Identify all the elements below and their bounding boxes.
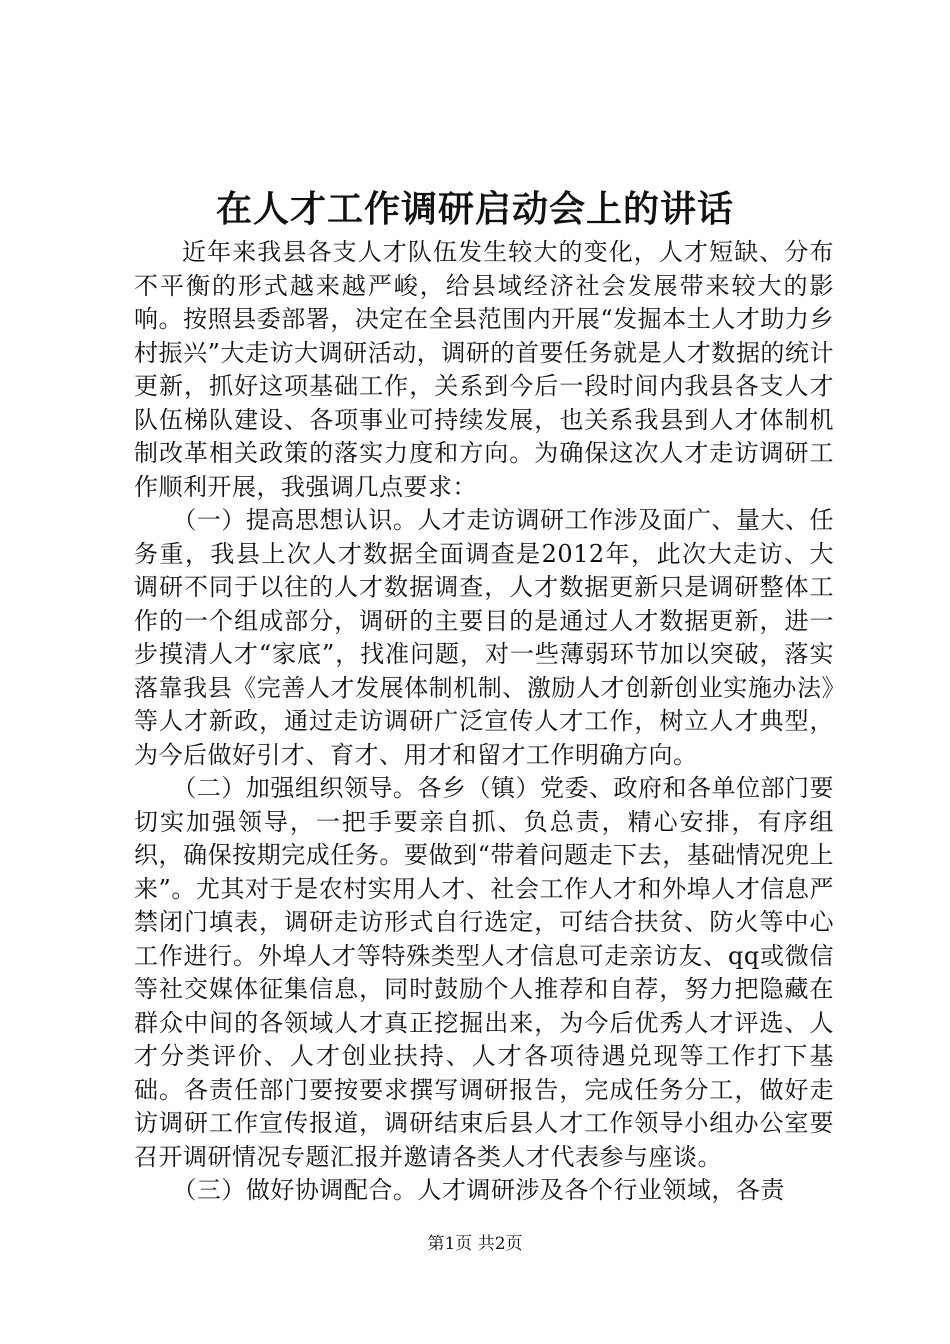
paragraph-section-2: （二）加强组织领导。各乡（镇）党委、政府和各单位部门要切实加强领导，一把手要亲自抓、负总责，精心安排，有序组织，确保按期完成任务。要做到“带着问题走下去，基础情况兜上来”。尤其对于是农村实用人才、社会工作人才和外埠人才信息严禁闭门填表，调研走访形式自行选定，可结合扶贫、防火等中心工作进行。外埠人才等特殊类型人才信息可走亲访友、qq或微信等社交媒体征集信息，同时鼓励个人推荐和自荐，努力把隐藏在群众中间的各领域人才真正挖掘出来，为今后优秀人才评选、人才分类评价、人才创业扶持、人才各项待遇兑现等工作打下基础。各责任部门要按要求撰写调研报告，完成任务分工，做好走访调研工作宣传报道，调研结束后县人才工作领导小组办公室要召开调研情况专题汇报并邀请各类人才代表参与座谈。: [134, 774, 834, 1171]
paragraph-section-3: （三）做好协调配合。人才调研涉及各个行业领域，各责: [172, 1176, 785, 1204]
document-title: 在人才工作调研启动会上的讲话: [215, 188, 734, 230]
page-footer: 第1页 共2页: [427, 1234, 523, 1254]
document-body: [134, 236, 834, 1208]
paragraph-section-1: （一）提高思想认识。人才走访调研工作涉及面广、量大、任务重，我县上次人才数据全面调查是2012年，此次大走访、大调研不同于以往的人才数据调查，人才数据更新只是调研整体工作的一个组成部分，调研的主要目的是通过人才数据更新，进一步摸清人才“家底”，找准问题，对一些薄弱环节加以突破，落实落靠我县《完善人才发展体制机制、激励人才创新创业实施办法》等人才新政，通过走访调研广泛宣传人才工作，树立人才典型，为今后做好引才、育才、用才和留才工作明确方向。: [134, 506, 834, 769]
paragraph-intro: 近年来我县各支人才队伍发生较大的变化，人才短缺、分布不平衡的形式越来越严峻，给县域经济社会发展带来较大的影响。按照县委部署，决定在全县范围内开展“发掘本土人才助力乡村振兴”大走访大调研活动，调研的首要任务就是人才数据的统计更新，抓好这项基础工作，关系到今后一段时间内我县各支人才队伍梯队建设、各项事业可持续发展，也关系我县到人才体制机制改革相关政策的落实力度和方向。为确保这次人才走访调研工作顺利开展，我强调几点要求：: [134, 238, 834, 501]
